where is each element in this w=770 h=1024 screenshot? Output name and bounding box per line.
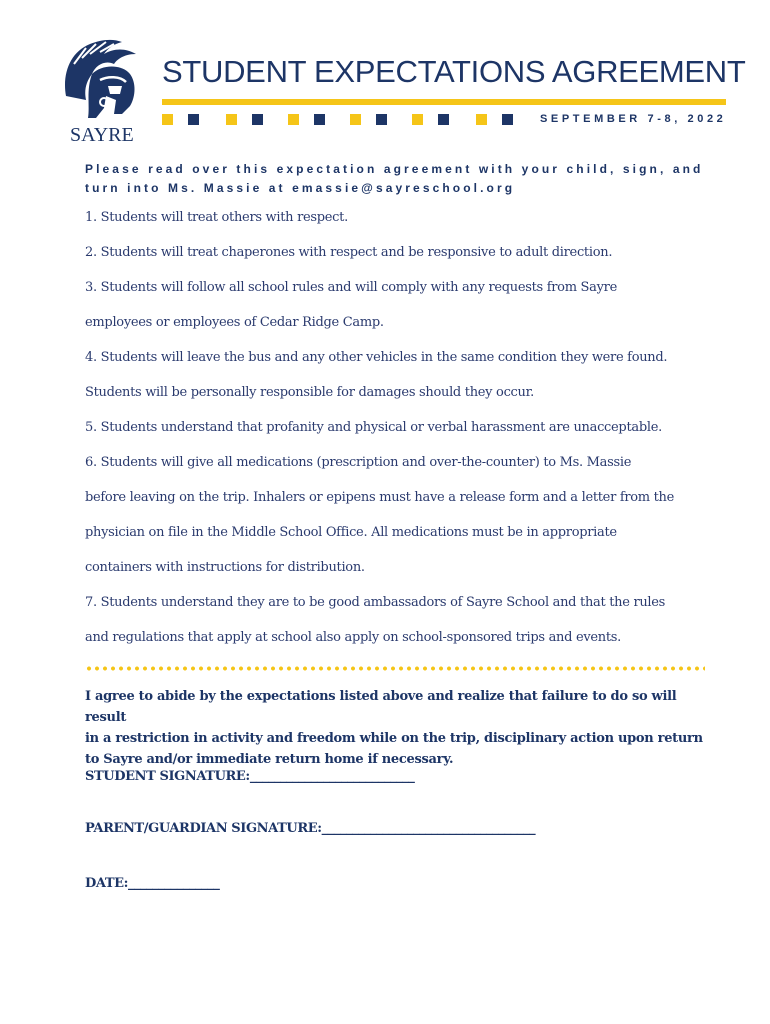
square-navy [252,114,263,125]
rule-line: 6. Students will give all medications (prescription and over-the-counter) to Ms. Massie [85,455,632,470]
rule-line: physician on file in the Middle School Office. All medications must be in appropriate [85,525,617,540]
square-yellow [226,114,237,125]
rule-line: 7. Students understand they are to be good ambassadors of Sayre School and that the rules [85,595,666,610]
intro-line-2: turn into Ms. Massie at emassie@sayreschool.org [85,181,516,195]
spartan-helmet-icon [56,34,156,129]
rule-line: 4. Students will leave the bus and any other vehicles in the same condition they were found. [85,350,668,365]
rule-line: employees or employees of Cedar Ridge Camp. [85,315,384,330]
rule-line: containers with instructions for distribution. [85,560,365,575]
square-navy [502,114,513,125]
rule-line: 3. Students will follow all school rules and will comply with any requests from Sayre [85,280,617,295]
agreement-statement [85,686,715,770]
student-signature-field[interactable]: STUDENT SIGNATURE:___________________________ [85,769,415,784]
parent-signature-field[interactable]: PARENT/GUARDIAN SIGNATURE:___________________________________ [85,821,536,836]
agreement-line-1: I agree to abide by the expectations listed above and realize that failure to do so will result [85,689,677,725]
rule-line: before leaving on the trip. Inhalers or epipens must have a release form and a letter from the [85,490,675,505]
square-yellow [288,114,299,125]
date-field[interactable]: DATE:_______________ [85,876,220,891]
square-navy [438,114,449,125]
square-yellow [162,114,173,125]
decorative-squares [162,114,522,126]
agreement-line-2: in a restriction in activity and freedom while on the trip, disciplinary action upon return [85,731,703,746]
logo-wordmark: SAYRE [70,124,134,146]
rule-line: and regulations that apply at school also apply on school-sponsored trips and events. [85,630,621,645]
rule-line: 1. Students will treat others with respect. [85,210,348,225]
square-navy [314,114,325,125]
square-yellow [476,114,487,125]
square-yellow [412,114,423,125]
intro-line-1: Please read over this expectation agreement with your child, sign, and [85,162,704,176]
dotted-divider [85,666,705,671]
square-navy [376,114,387,125]
rule-line: Students will be personally responsible for damages should they occur. [85,385,534,400]
page-title: STUDENT EXPECTATIONS AGREEMENT [162,54,746,89]
title-underline [162,99,726,105]
trip-date: SEPTEMBER 7-8, 2022 [540,113,727,125]
rule-line: 5. Students understand that profanity and physical or verbal harassment are unacceptable. [85,420,662,435]
square-navy [188,114,199,125]
rule-line: 2. Students will treat chaperones with respect and be responsive to adult direction. [85,245,613,260]
agreement-line-3: to Sayre and/or immediate return home if necessary. [85,752,454,767]
intro-text [85,160,705,198]
square-yellow [350,114,361,125]
